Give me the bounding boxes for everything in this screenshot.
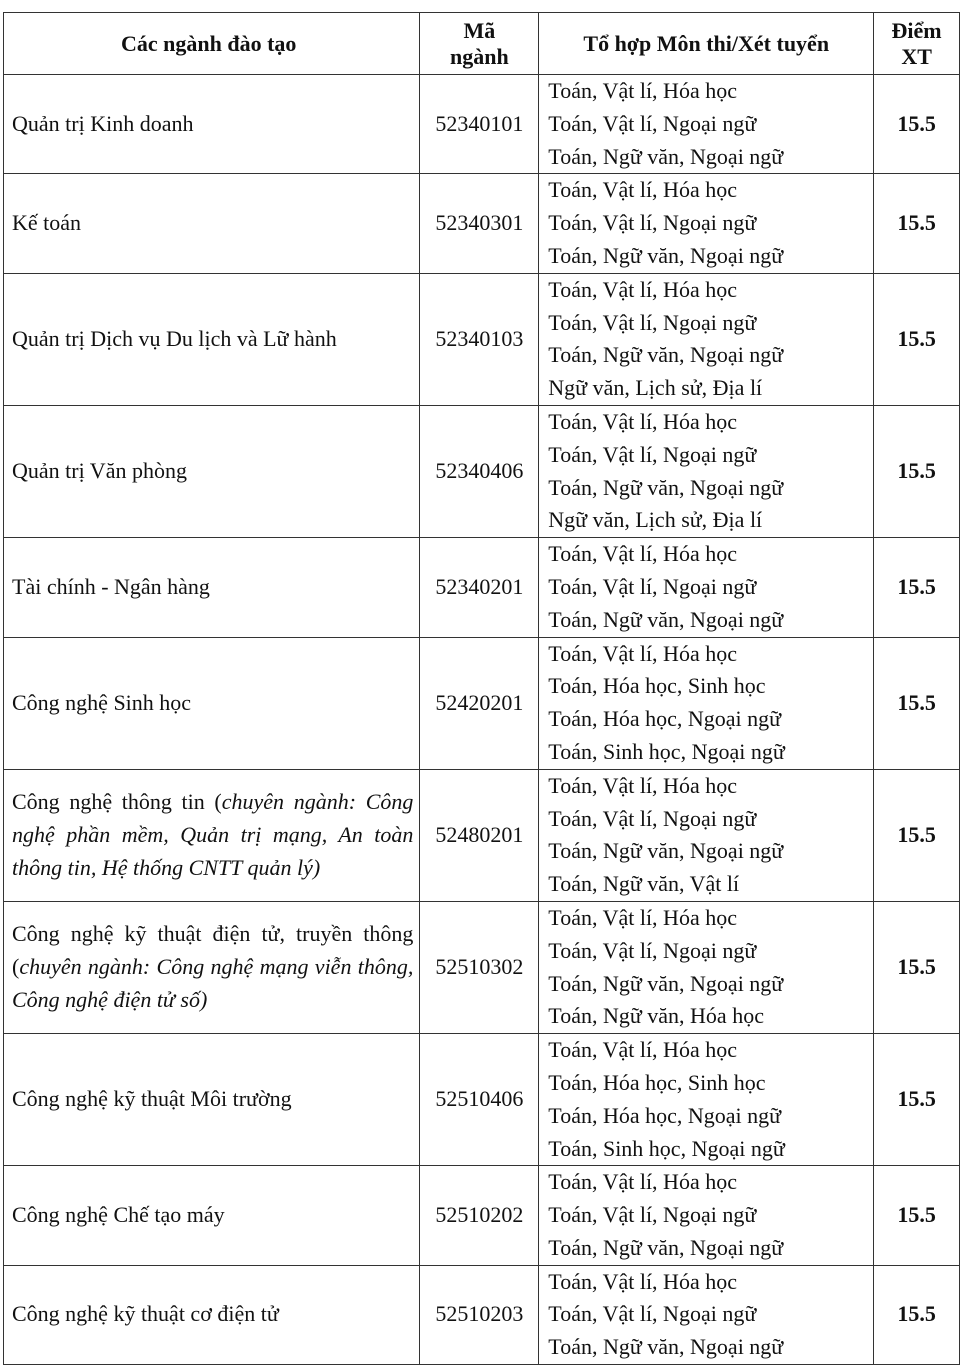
program-name: Quản trị Kinh doanh <box>12 110 194 136</box>
admission-score: 15.5 <box>874 637 960 769</box>
program-code: 52340201 <box>420 538 539 637</box>
table-row <box>4 174 960 273</box>
subject-combo: Toán, Vật lí, Ngoại ngữ <box>548 110 757 136</box>
subject-combo: Toán, Vật lí, Hóa học <box>548 78 737 103</box>
subject-combo: Toán, Vật lí, Hóa học <box>548 904 737 930</box>
program-specialization-note: chuyên ngành: Công nghệ phần mềm, Quản trị mạng, An toàn thông tin, Hệ thống CNTT quản lý <box>12 789 414 880</box>
program-code: 52510203 <box>420 1265 539 1364</box>
subject-combos-cell <box>539 75 874 174</box>
admission-score: 15.5 <box>874 405 960 537</box>
program-name-cell <box>4 1034 420 1166</box>
admission-score: 15.5 <box>874 1034 960 1166</box>
subject-combo: Toán, Vật lí, Hóa học <box>548 276 737 302</box>
header-code-line2: ngành <box>449 43 509 69</box>
subject-combo: Toán, Ngữ văn, Ngoại ngữ <box>548 342 784 368</box>
program-name-cell <box>4 901 420 1033</box>
header-score-line1: Điểm <box>891 17 942 43</box>
subject-combo: Toán, Vật lí, Ngoại ngữ <box>548 1301 757 1327</box>
table-row <box>4 769 960 901</box>
subject-combo: Toán, Vật lí, Hóa học <box>548 640 737 666</box>
table-row <box>4 273 960 405</box>
header-score-line2: XT <box>901 43 932 69</box>
subject-combo: Toán, Ngữ văn, Ngoại ngữ <box>548 242 784 268</box>
program-code: 52340406 <box>420 405 539 537</box>
table-row <box>4 1166 960 1265</box>
admission-score: 15.5 <box>874 901 960 1033</box>
subject-combo: Toán, Ngữ văn, Vật lí <box>548 871 740 897</box>
program-name-cell <box>4 637 420 769</box>
subject-combo: Ngữ văn, Lịch sử, Địa lí <box>548 375 763 401</box>
program-name: Tài chính - Ngân hàng <box>12 573 210 599</box>
subject-combos-cell <box>539 273 874 405</box>
table-row <box>4 75 960 174</box>
subject-combo: Toán, Ngữ văn, Hóa học <box>548 1003 764 1029</box>
table-row <box>4 405 960 537</box>
subject-combo: Toán, Sinh học, Ngoại ngữ <box>548 738 785 764</box>
header-score <box>874 13 960 75</box>
subject-combo: Toán, Vật lí, Ngoại ngữ <box>548 441 757 467</box>
program-code: 52340103 <box>420 273 539 405</box>
subject-combo: Toán, Ngữ văn, Ngoại ngữ <box>548 474 784 500</box>
program-code: 52510302 <box>420 901 539 1033</box>
subject-combo: Toán, Ngữ văn, Ngoại ngữ <box>548 838 784 864</box>
program-name-cell <box>4 75 420 174</box>
subject-combo: Toán, Hóa học, Sinh học <box>548 673 766 699</box>
note-close-paren: ) <box>200 986 208 1012</box>
subject-combos-cell <box>539 405 874 537</box>
header-program: Các ngành đào tạo <box>4 13 420 75</box>
note-open-paren: ( <box>12 954 20 980</box>
header-code-line1: Mã <box>463 17 496 43</box>
note-close-paren: ) <box>312 854 321 880</box>
subject-combo: Ngữ văn, Lịch sử, Địa lí <box>548 507 763 533</box>
program-name: Quản trị Dịch vụ Du lịch và Lữ hành <box>12 325 337 351</box>
subject-combos-cell <box>539 538 874 637</box>
program-name: Công nghệ Chế tạo máy <box>12 1202 225 1228</box>
program-code: 52340101 <box>420 75 539 174</box>
table-header-row <box>4 13 960 75</box>
program-name-cell <box>4 174 420 273</box>
subject-combo: Toán, Ngữ văn, Ngoại ngữ <box>548 970 784 996</box>
program-name: Quản trị Văn phòng <box>12 458 187 484</box>
program-code: 52420201 <box>420 637 539 769</box>
subject-combo: Toán, Vật lí, Hóa học <box>548 541 737 567</box>
note-open-paren: ( <box>204 789 222 815</box>
program-code: 52480201 <box>420 769 539 901</box>
subject-combos-cell <box>539 637 874 769</box>
program-code: 52510406 <box>420 1034 539 1166</box>
subject-combos-cell <box>539 174 874 273</box>
program-code: 52340301 <box>420 174 539 273</box>
subject-combos-cell <box>539 901 874 1033</box>
subject-combo: Toán, Vật lí, Ngoại ngữ <box>548 1202 757 1228</box>
subject-combo: Toán, Hóa học, Ngoại ngữ <box>548 1102 782 1128</box>
subject-combo: Toán, Vật lí, Ngoại ngữ <box>548 805 757 831</box>
program-name: Kế toán <box>12 210 82 236</box>
subject-combo: Toán, Vật lí, Hóa học <box>548 177 737 203</box>
table-row <box>4 1265 960 1364</box>
table-row <box>4 637 960 769</box>
subject-combo: Toán, Hóa học, Sinh học <box>548 1069 766 1095</box>
admission-score: 15.5 <box>874 1265 960 1364</box>
admission-score: 15.5 <box>874 273 960 405</box>
admission-score: 15.5 <box>874 1166 960 1265</box>
admission-score: 15.5 <box>874 538 960 637</box>
subject-combo: Toán, Vật lí, Ngoại ngữ <box>548 309 757 335</box>
subject-combo: Toán, Sinh học, Ngoại ngữ <box>548 1135 785 1161</box>
subject-combo: Toán, Vật lí, Hóa học <box>548 1169 737 1195</box>
subject-combo: Toán, Ngữ văn, Ngoại ngữ <box>548 1234 784 1260</box>
program-name-cell <box>4 1265 420 1364</box>
program-name-cell <box>4 538 420 637</box>
header-code <box>420 13 539 75</box>
table-row <box>4 1034 960 1166</box>
program-name-cell <box>4 769 420 901</box>
subject-combo: Toán, Vật lí, Hóa học <box>548 772 737 798</box>
program-name: Công nghệ kỹ thuật Môi trường <box>12 1086 292 1112</box>
program-code: 52510202 <box>420 1166 539 1265</box>
program-name: Công nghệ kỹ thuật cơ điện tử <box>12 1301 279 1327</box>
subject-combo: Toán, Ngữ văn, Ngoại ngữ <box>548 606 784 632</box>
table-row <box>4 901 960 1033</box>
admission-score: 15.5 <box>874 174 960 273</box>
subject-combo: Toán, Vật lí, Hóa học <box>548 408 737 434</box>
subject-combo: Toán, Vật lí, Hóa học <box>548 1268 737 1294</box>
subject-combo: Toán, Vật lí, Ngoại ngữ <box>548 573 757 599</box>
subject-combos-cell <box>539 1166 874 1265</box>
program-specialization-note: chuyên ngành: Công nghệ mạng viễn thông, Công nghệ điện tử số <box>12 954 414 1012</box>
admission-score: 15.5 <box>874 769 960 901</box>
program-name: Công nghệ kỹ thuật điện tử, truyền thông <box>12 921 414 947</box>
subject-combo: Toán, Ngữ văn, Ngoại ngữ <box>548 143 784 169</box>
admission-scores-table <box>3 12 960 1365</box>
program-name: Công nghệ Sinh học <box>12 689 192 715</box>
header-combos: Tổ hợp Môn thi/Xét tuyển <box>539 13 874 75</box>
program-name: Công nghệ thông tin <box>12 789 205 815</box>
subject-combos-cell <box>539 769 874 901</box>
subject-combos-cell <box>539 1034 874 1166</box>
subject-combos-cell <box>539 1265 874 1364</box>
program-name-cell <box>4 405 420 537</box>
subject-combo: Toán, Ngữ văn, Ngoại ngữ <box>548 1334 784 1360</box>
table-row <box>4 538 960 637</box>
program-name-cell <box>4 273 420 405</box>
subject-combo: Toán, Vật lí, Ngoại ngữ <box>548 210 757 236</box>
subject-combo: Toán, Vật lí, Ngoại ngữ <box>548 937 757 963</box>
subject-combo: Toán, Vật lí, Hóa học <box>548 1037 737 1063</box>
admission-score: 15.5 <box>874 75 960 174</box>
subject-combo: Toán, Hóa học, Ngoại ngữ <box>548 706 782 732</box>
program-name-cell <box>4 1166 420 1265</box>
